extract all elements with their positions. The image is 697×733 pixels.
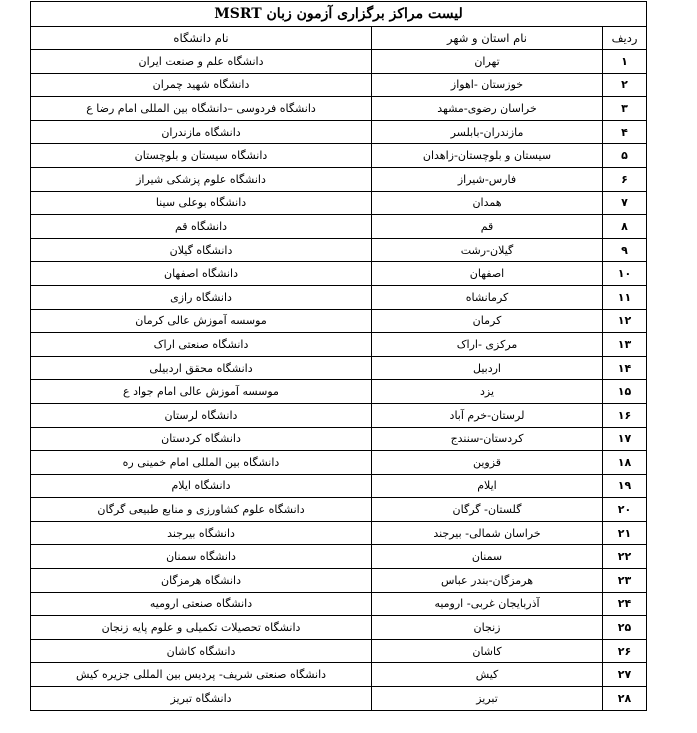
university-cell: دانشگاه مازندران: [31, 120, 372, 144]
university-cell: دانشگاه صنعتی شریف- پردیس بین المللی جزیره کیش: [31, 663, 372, 687]
city-cell: گلستان- گرگان: [372, 498, 603, 522]
table-title: لیست مراکز برگزاری آزمون زبان MSRT: [31, 2, 647, 27]
university-cell: دانشگاه صنعتی اراک: [31, 333, 372, 357]
row-number-cell: ۶: [603, 167, 647, 191]
university-cell: دانشگاه علم و صنعت ایران: [31, 50, 372, 74]
table-row: [31, 427, 647, 451]
city-cell: زنجان: [372, 616, 603, 640]
university-cell: دانشگاه علوم کشاورزی و منابع طبیعی گرگان: [31, 498, 372, 522]
city-cell: کرمانشاه: [372, 285, 603, 309]
row-number-cell: ۲۷: [603, 663, 647, 687]
city-cell: یزد: [372, 380, 603, 404]
table-row: [31, 592, 647, 616]
city-cell: فارس-شیراز: [372, 167, 603, 191]
table-row: [31, 50, 647, 74]
table-row: [31, 663, 647, 687]
row-number-cell: ۹: [603, 238, 647, 262]
city-cell: کیش: [372, 663, 603, 687]
table-row: [31, 215, 647, 239]
row-number-cell: ۱۷: [603, 427, 647, 451]
city-cell: تبریز: [372, 687, 603, 711]
row-number-cell: ۱: [603, 50, 647, 74]
table-row: [31, 97, 647, 121]
table-body: [31, 50, 647, 711]
university-cell: دانشگاه بین المللی امام خمینی ره: [31, 451, 372, 475]
exam-centers-table: [30, 1, 647, 711]
row-number-cell: ۲: [603, 73, 647, 97]
university-cell: دانشگاه هرمزگان: [31, 569, 372, 593]
row-number-cell: ۱۰: [603, 262, 647, 286]
city-cell: خوزستان -اهواز: [372, 73, 603, 97]
row-number-cell: ۲۰: [603, 498, 647, 522]
city-cell: آذربایجان غربی- ارومیه: [372, 592, 603, 616]
university-cell: دانشگاه تبریز: [31, 687, 372, 711]
university-cell: دانشگاه اصفهان: [31, 262, 372, 286]
table-row: [31, 380, 647, 404]
university-cell: دانشگاه تحصیلات تکمیلی و علوم پایه زنجان: [31, 616, 372, 640]
table-row: [31, 474, 647, 498]
row-number-cell: ۱۳: [603, 333, 647, 357]
university-cell: دانشگاه کاشان: [31, 639, 372, 663]
row-number-cell: ۲۶: [603, 639, 647, 663]
row-number-cell: ۷: [603, 191, 647, 215]
university-cell: دانشگاه ایلام: [31, 474, 372, 498]
city-cell: کردستان-سنندج: [372, 427, 603, 451]
header-university: نام دانشگاه: [31, 27, 372, 50]
row-number-cell: ۲۲: [603, 545, 647, 569]
table-row: [31, 238, 647, 262]
table-row: [31, 569, 647, 593]
city-cell: تهران: [372, 50, 603, 74]
table-row: [31, 120, 647, 144]
university-cell: دانشگاه فردوسی –دانشگاه بین المللی امام رضا ع: [31, 97, 372, 121]
row-number-cell: ۱۲: [603, 309, 647, 333]
row-number-cell: ۲۵: [603, 616, 647, 640]
table-row: [31, 191, 647, 215]
table-row: [31, 521, 647, 545]
university-cell: دانشگاه گیلان: [31, 238, 372, 262]
row-number-cell: ۱۵: [603, 380, 647, 404]
university-cell: دانشگاه سیستان و بلوچستان: [31, 144, 372, 168]
table-row: [31, 498, 647, 522]
city-cell: مازندران-بابلسر: [372, 120, 603, 144]
city-cell: خراسان شمالی- بیرجند: [372, 521, 603, 545]
table-row: [31, 73, 647, 97]
city-cell: قم: [372, 215, 603, 239]
row-number-cell: ۵: [603, 144, 647, 168]
table-row: [31, 144, 647, 168]
row-number-cell: ۱۴: [603, 356, 647, 380]
university-cell: دانشگاه محقق اردبیلی: [31, 356, 372, 380]
city-cell: سیستان و بلوچستان-زاهدان: [372, 144, 603, 168]
city-cell: کرمان: [372, 309, 603, 333]
header-row-number: ردیف: [603, 27, 647, 50]
row-number-cell: ۱۸: [603, 451, 647, 475]
city-cell: هرمزگان-بندر عباس: [372, 569, 603, 593]
city-cell: ایلام: [372, 474, 603, 498]
university-cell: دانشگاه سمنان: [31, 545, 372, 569]
table-row: [31, 545, 647, 569]
university-cell: دانشگاه بوعلی سینا: [31, 191, 372, 215]
row-number-cell: ۸: [603, 215, 647, 239]
table-row: [31, 616, 647, 640]
university-cell: دانشگاه رازی: [31, 285, 372, 309]
row-number-cell: ۱۱: [603, 285, 647, 309]
row-number-cell: ۲۸: [603, 687, 647, 711]
row-number-cell: ۲۱: [603, 521, 647, 545]
city-cell: لرستان-خرم آباد: [372, 403, 603, 427]
city-cell: خراسان رضوی-مشهد: [372, 97, 603, 121]
university-cell: دانشگاه علوم پزشکی شیراز: [31, 167, 372, 191]
row-number-cell: ۲۳: [603, 569, 647, 593]
table-row: [31, 687, 647, 711]
city-cell: همدان: [372, 191, 603, 215]
city-cell: اصفهان: [372, 262, 603, 286]
table-row: [31, 262, 647, 286]
university-cell: دانشگاه لرستان: [31, 403, 372, 427]
university-cell: موسسه آموزش عالی امام جواد ع: [31, 380, 372, 404]
header-row: [31, 27, 647, 50]
table-row: [31, 451, 647, 475]
city-cell: قزوین: [372, 451, 603, 475]
table-row: [31, 285, 647, 309]
table-row: [31, 639, 647, 663]
header-city: نام استان و شهر: [372, 27, 603, 50]
row-number-cell: ۳: [603, 97, 647, 121]
university-cell: دانشگاه شهید چمران: [31, 73, 372, 97]
table-row: [31, 309, 647, 333]
university-cell: دانشگاه قم: [31, 215, 372, 239]
university-cell: دانشگاه کردستان: [31, 427, 372, 451]
table-row: [31, 333, 647, 357]
table-row: [31, 403, 647, 427]
university-cell: موسسه آموزش عالی کرمان: [31, 309, 372, 333]
city-cell: سمنان: [372, 545, 603, 569]
city-cell: کاشان: [372, 639, 603, 663]
row-number-cell: ۲۴: [603, 592, 647, 616]
row-number-cell: ۱۹: [603, 474, 647, 498]
row-number-cell: ۴: [603, 120, 647, 144]
city-cell: مرکزی -اراک: [372, 333, 603, 357]
title-row: [31, 2, 647, 27]
row-number-cell: ۱۶: [603, 403, 647, 427]
city-cell: گیلان-رشت: [372, 238, 603, 262]
university-cell: دانشگاه صنعتی ارومیه: [31, 592, 372, 616]
city-cell: اردبیل: [372, 356, 603, 380]
university-cell: دانشگاه بیرجند: [31, 521, 372, 545]
table-row: [31, 167, 647, 191]
table-row: [31, 356, 647, 380]
